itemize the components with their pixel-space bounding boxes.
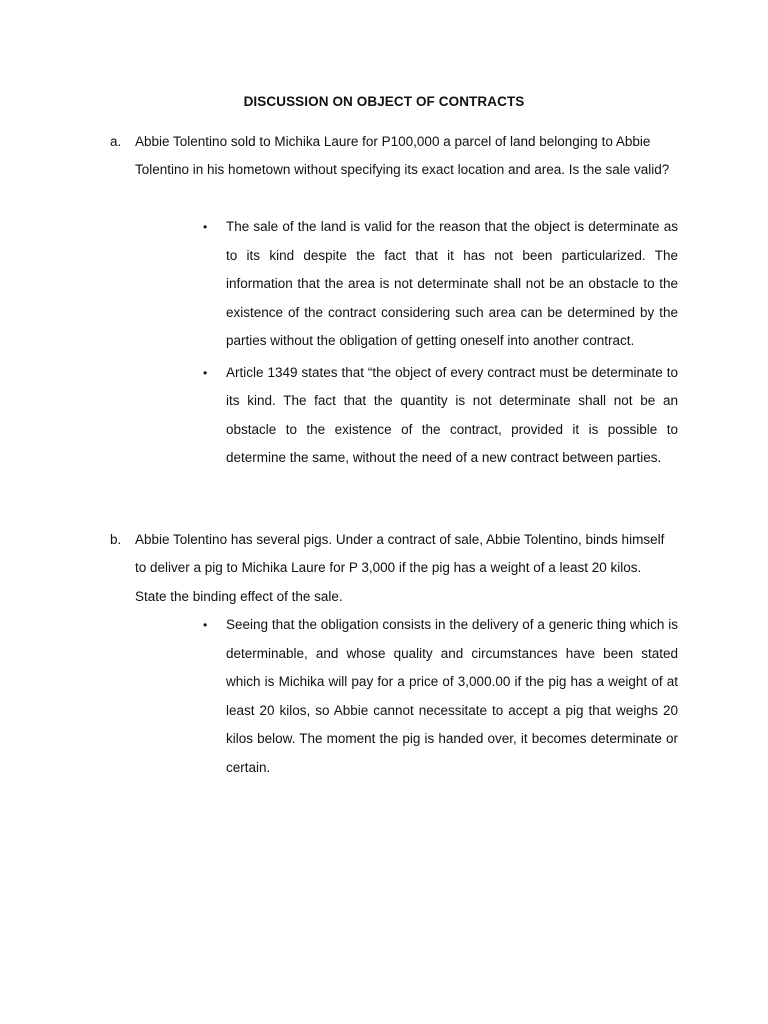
question-marker: b.	[110, 532, 122, 547]
answer-list-b	[198, 611, 678, 785]
answer-text: Seeing that the obligation consists in the delivery of a generic thing which is determinable, and whose quality and circumstances have been stated which is Michika will pay for a price of 3,000.00 if the pig has a weight of at least 20 kilos, so Abbie cannot necessitate to accept a pig that weighs 20 kilos below. The moment the pig is handed over, it becomes determinate or certain.	[226, 617, 678, 775]
page-title: DISCUSSION ON OBJECT OF CONTRACTS	[243, 94, 525, 109]
question-text: Abbie Tolentino sold to Michika Laure for P100,000 a parcel of land belonging to Abbie Tolentino in his hometown without specifying its exact location and area. Is the sale valid?	[135, 134, 670, 178]
answer-text: The sale of the land is valid for the reason that the object is determinate as to its kind despite the fact that it has not been particularized. The information that the area is not determinate shall not be an obstacle to the existence of the contract considering such area can be determined by the parties without the obligation of getting oneself into another contract.	[226, 219, 678, 348]
bullet-icon: •	[203, 220, 208, 234]
answer-text: Article 1349 states that “the object of every contract must be determinate to its kind. The fact that the quantity is not determinate shall not be an obstacle to the existence of the contract, provided it is possible to determine the same, without the need of a new contract between parties.	[226, 364, 678, 465]
answer-bullet	[198, 611, 678, 782]
question-text: Abbie Tolentino has several pigs. Under a contract of sale, Abbie Tolentino, binds himself to deliver a pig to Michika Laure for P 3,000 if the pig has a weight of a least 20 kilos. State the binding effect of the sale.	[135, 532, 665, 604]
answer-bullet	[198, 213, 678, 356]
bullet-icon: •	[203, 618, 208, 632]
answer-list-a	[198, 213, 678, 476]
question-b	[110, 526, 670, 611]
question-a	[110, 128, 670, 185]
answer-bullet	[198, 359, 678, 473]
bullet-icon: •	[203, 365, 208, 380]
question-marker: a.	[110, 134, 122, 149]
